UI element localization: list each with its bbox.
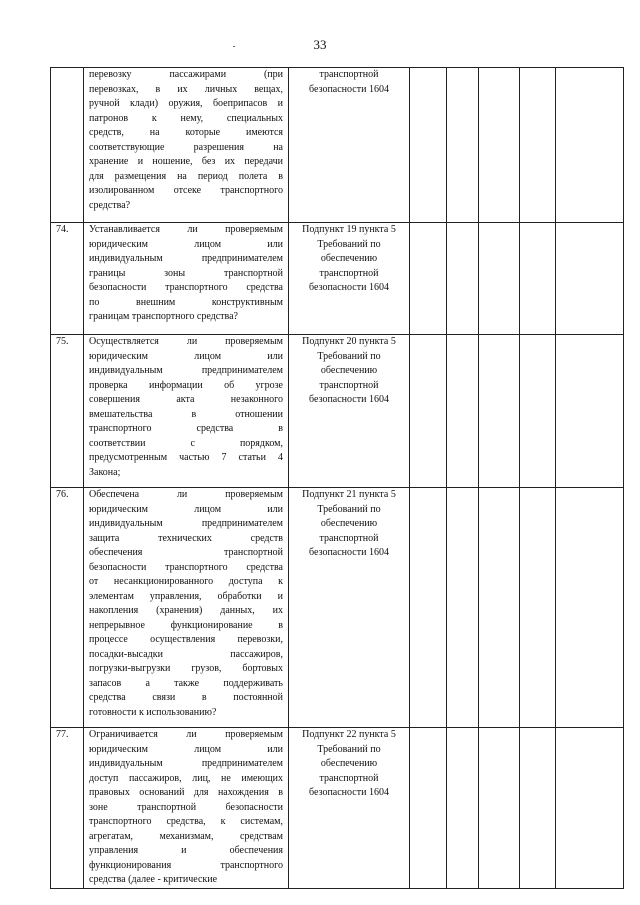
table-row [51,335,624,488]
question-line: проверка информации об угрозе [89,379,283,391]
question-line: безопасности транспортного средства [89,282,283,293]
row-number: 74. [51,223,84,335]
answer-cell [410,223,447,335]
legal-reference [289,68,410,223]
question-line: юридическим лицом или [89,743,283,755]
answer-cell [410,728,447,889]
question-line: защита технических средств [89,532,283,544]
question-line: соответствии с порядком, [89,437,283,449]
page-number: 33 [313,37,327,52]
answer-cell [447,488,479,728]
reference-line: обеспечению [320,518,378,529]
answer-cell [479,488,520,728]
question-line: посадки-высадки пассажиров, [89,648,283,660]
question-line: средств, на которые имеются [89,127,283,138]
reference-line: обеспечению [320,253,378,264]
row-number: 76. [51,488,84,728]
answer-cell [479,728,520,889]
question-line: патронов к нему, специальных [89,112,283,124]
answer-cell [410,335,447,488]
reference-line: Требований по [317,350,381,362]
question-line: границы зоны транспортной [89,267,283,279]
reference-line: Требований по [317,503,381,515]
reference-line: обеспечению [320,758,378,769]
table-row [51,488,624,728]
question-line: доступ пассажиров, лиц, не имеющих [89,772,283,784]
question-line: индивидуальным предпринимателем [89,365,283,376]
question-line: вмешательства в отношении [89,408,283,420]
row-number: 75. [51,335,84,488]
question-line: агрегатам, механизмам, средствам [89,830,283,842]
question-line: юридическим лицом или [89,238,283,250]
row-number [51,68,84,223]
reference-line: безопасности 1604 [309,394,389,405]
question-line: средства? [89,199,131,211]
question-line: транспортного средства, к системам, [89,816,283,827]
legal-reference [289,488,410,728]
question-line: перевозках, в их личных вещах, [89,83,283,95]
question-line: запасов а также поддерживать [89,677,283,689]
question-line: совершения акта незаконного [89,394,283,405]
answer-cell [556,223,624,335]
question-line: Устанавливается ли проверяемым [89,224,283,235]
question-line: предусмотренным частью 7 статьи 4 [89,452,283,463]
row-number: 77. [51,728,84,889]
reference-line: транспортной [319,69,379,80]
answer-cell [520,68,556,223]
question-line: для размещения на период полета в [89,170,283,182]
answer-cell [410,68,447,223]
reference-line: Требований по [317,238,381,250]
answer-cell [556,335,624,488]
reference-line: Подпункт 21 пункта 5 [302,489,396,500]
answer-cell [447,68,479,223]
answer-cell [556,68,624,223]
answer-cell [447,728,479,889]
question-line: индивидуальным предпринимателем [89,518,283,529]
question-line: накопления (хранения) данных, их [89,605,283,616]
question-line: правовых оснований для нахождения в [89,787,283,798]
reference-line: Подпункт 19 пункта 5 [302,224,396,235]
legal-reference [289,223,410,335]
answer-cell [520,223,556,335]
question-line: индивидуальным предпринимателем [89,253,283,264]
checklist-body [51,68,624,889]
question-line: Осуществляется ли проверяемым [89,336,283,347]
reference-line: безопасности 1604 [309,282,389,293]
answer-cell [520,335,556,488]
legal-reference [289,728,410,889]
requirement-question [84,728,289,889]
requirement-question [84,223,289,335]
question-line: транспортного средства в [89,423,283,434]
requirement-question [84,488,289,728]
question-line: по внешним конструктивным [89,296,283,308]
question-line: непрерывное функционирование в [89,619,283,631]
question-line: функционирования транспортного [89,859,283,871]
question-line: готовности к использованию? [89,706,217,718]
reference-line: Требований по [317,743,381,755]
question-line: юридическим лицом или [89,350,283,362]
question-line: погрузки-выгрузки грузов, бортовых [89,663,283,674]
answer-cell [479,223,520,335]
requirement-question [84,68,289,223]
question-line: индивидуальным предпринимателем [89,758,283,769]
reference-line: безопасности 1604 [309,547,389,558]
question-line: хранение и ношение, без их передачи [89,156,283,167]
question-line: от несанкционированного доступа к [89,576,283,587]
question-line: границам транспортного средства? [89,311,238,322]
question-line: зоне транспортной безопасности [89,801,283,813]
table-row [51,728,624,889]
requirement-question [84,335,289,488]
reference-line: безопасности 1604 [309,83,389,95]
scan-speck [233,46,235,47]
answer-cell [520,728,556,889]
table-row [51,68,624,223]
answer-cell [556,488,624,728]
question-line: ручной клади) оружия, боеприпасов и [89,98,283,109]
answer-cell [479,335,520,488]
answer-cell [447,335,479,488]
question-line: Обеспечена ли проверяемым [89,489,283,500]
answer-cell [556,728,624,889]
question-line: средства связи в постоянной [89,692,283,703]
reference-line: транспортной [319,532,379,544]
answer-cell [447,223,479,335]
question-line: Ограничивается ли проверяемым [89,729,283,740]
checklist-table [50,67,624,889]
reference-line: Подпункт 20 пункта 5 [302,336,396,347]
answer-cell [479,68,520,223]
reference-line: безопасности 1604 [309,787,389,798]
question-line: процессе осуществления перевозки, [89,634,283,645]
question-line: юридическим лицом или [89,503,283,515]
reference-line: транспортной [319,379,379,391]
reference-line: Подпункт 22 пункта 5 [302,729,396,740]
question-line: управления и обеспечения [89,845,283,856]
question-line: Закона; [89,466,121,478]
question-line: безопасности транспортного средства [89,561,283,573]
question-line: обеспечения транспортной [89,547,283,558]
question-line: соответствующие разрешения на [89,141,283,153]
answer-cell [520,488,556,728]
question-line: изолированном отсеке транспортного [89,185,283,196]
reference-line: транспортной [319,267,379,279]
legal-reference [289,335,410,488]
table-row [51,223,624,335]
reference-line: обеспечению [320,365,378,376]
answer-cell [410,488,447,728]
question-line: средства (далее - критические [89,874,218,885]
question-line: элементам управления, обработки и [89,590,283,602]
question-line: перевозку пассажирами (при [89,69,283,80]
reference-line: транспортной [319,772,379,784]
